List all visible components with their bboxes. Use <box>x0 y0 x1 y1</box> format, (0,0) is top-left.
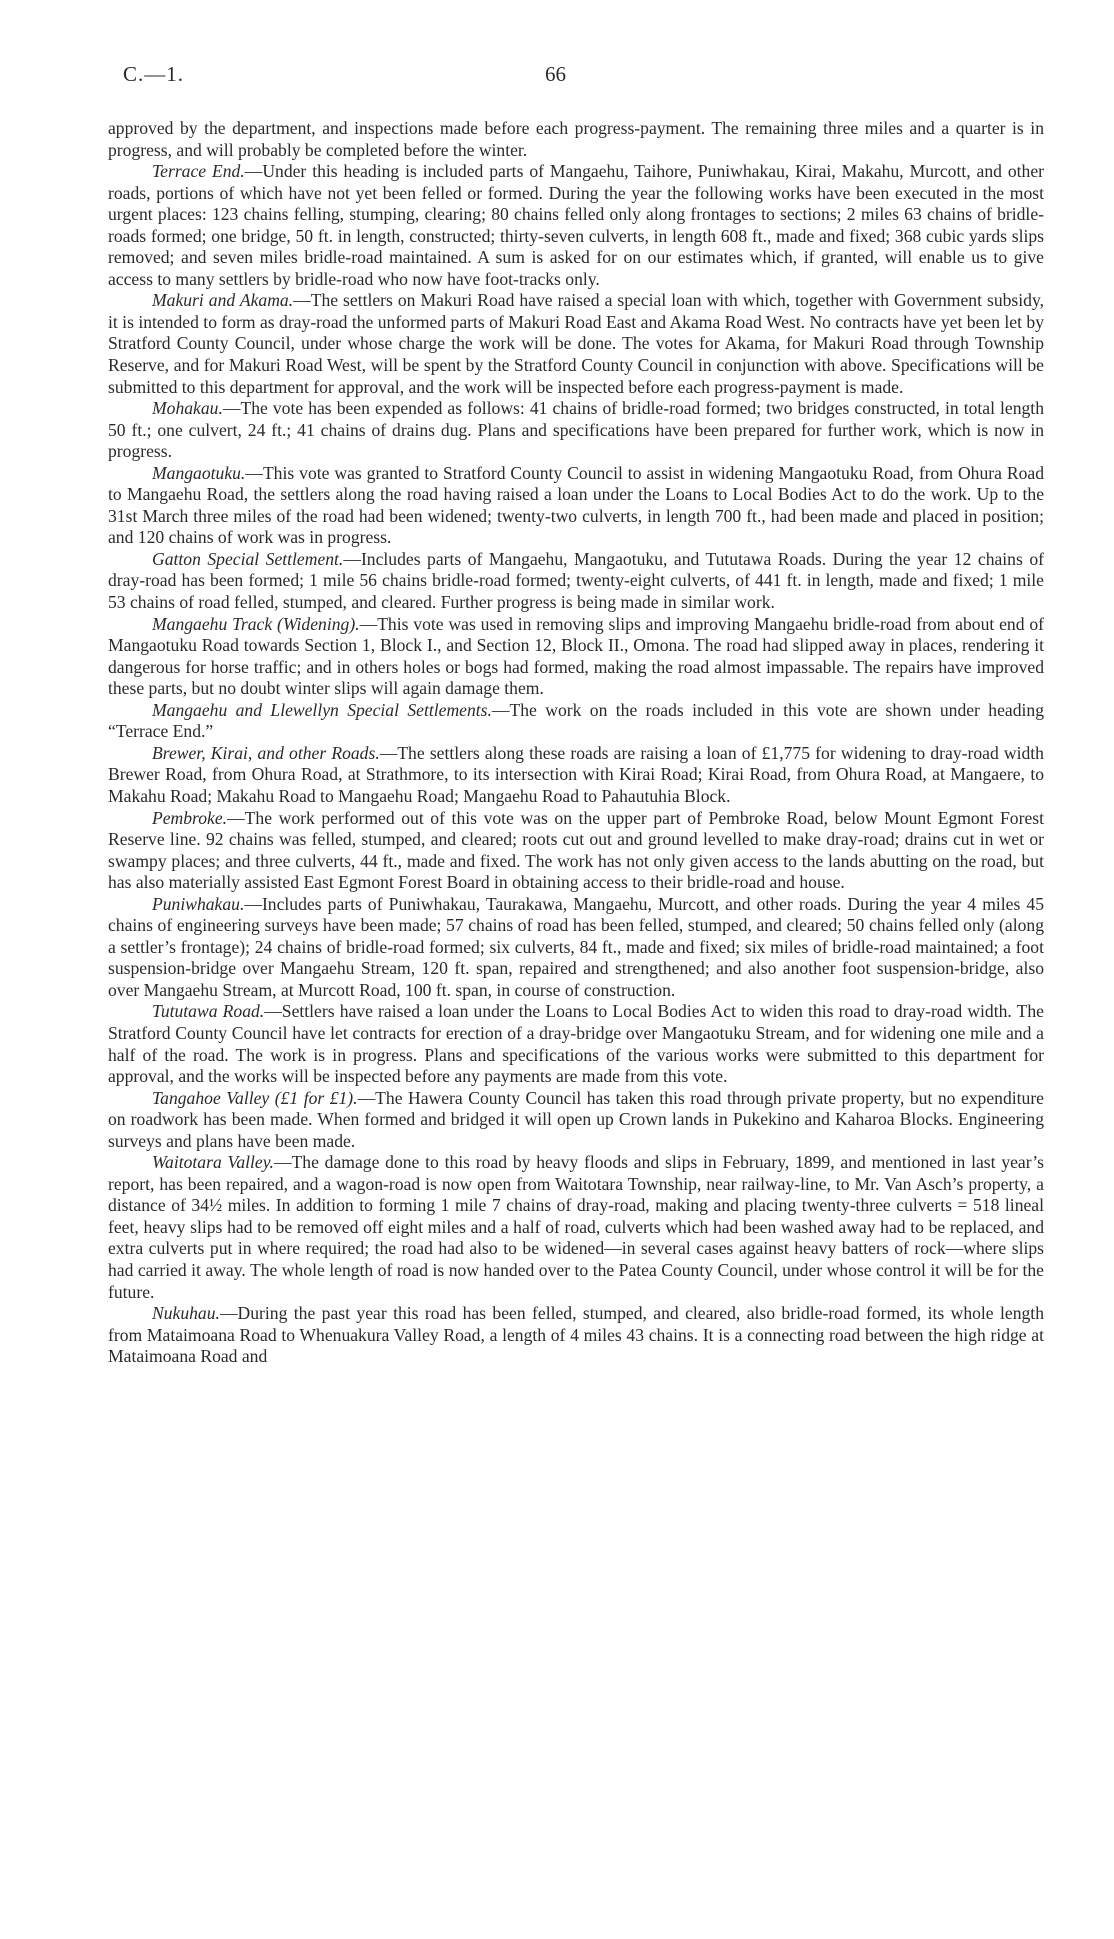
paragraph-heading: Nukuhau. <box>152 1303 220 1324</box>
paragraph-heading: Tangahoe Valley (£1 for £1). <box>152 1087 358 1108</box>
paragraph-heading: Tututawa Road. <box>152 1001 265 1022</box>
paragraph-text: —The Hawera County Council has taken this road through private property, but no expenditure on roadwork has been made. When formed and bridged it will open up Crown lands in Pukekino and Kaharoa Blocks. Engineering surveys and plans have been made. <box>108 1087 1044 1151</box>
paragraph-heading: Gatton Special Settlement. <box>152 548 344 569</box>
paragraph <box>108 614 1044 700</box>
paragraph-text: —The damage done to this road by heavy floods and slips in February, 1899, and mentioned in last year’s report, has been repaired, and a wagon-road is now open from Waitotara Township, near railway-line, to Mr. Van Asch’s property, a distance of 34½ miles. In addition to forming 1 mile 7 chains of dray-road, making and placing twenty-three culverts = 518 lineal feet, heavy slips had to be removed off eight miles and a half of road, culverts which had been washed away had to be replaced, and extra culverts put in where required; the road had also to be widened—in several cases against heavy batters of rock—where slips had carried it away. The whole length of road is now handed over to the Patea County Council, under whose control it will be for the future. <box>108 1152 1044 1302</box>
paragraph <box>108 743 1044 808</box>
paragraph <box>108 1303 1044 1368</box>
paragraph <box>108 894 1044 1002</box>
paragraph-text: approved by the department, and inspections made before each progress-payment. The remaining three miles and a quarter is in progress, and will probably be completed before the winter. <box>108 118 1044 160</box>
paragraph <box>108 118 1044 161</box>
paragraph-text: —This vote was granted to Stratford County Council to assist in widening Mangaotuku Road, from Ohura Road to Mangaehu Road, the settlers along the road having raised a loan under the Loans to Local Bodies Act to do the work. Up to the 31st March three miles of the road had been widened; twenty-two culverts, in length 700 ft., had been made and placed in position; and 120 chains of work was in progress. <box>108 462 1044 548</box>
paragraph-heading: Waitotara Valley. <box>152 1152 274 1173</box>
paragraph-heading: Mangaotuku. <box>152 462 246 483</box>
paragraph-text: —Settlers have raised a loan under the Loans to Local Bodies Act to widen this road to dray-road width. The Stratford County Council have let contracts for erection of a dray-bridge over Mangaotuku Stream, and for widening one mile and a half of the road. The work is in progress. Plans and specifications of the various works were submitted to this department for approval, and the works will be inspected before any payments are made from this vote. <box>108 1001 1044 1087</box>
paragraph-text: —This vote was used in removing slips and improving Mangaehu bridle-road from about end of Mangaotuku Road towards Section 1, Block I., and Section 12, Block II., Omona. The road had slipped away in places, rendering it dangerous for horse traffic; and in others holes or bogs had formed, making the road almost impassable. The repairs have improved these parts, but no doubt winter slips will again damage them. <box>108 613 1045 699</box>
page-number: 66 <box>545 62 566 86</box>
paragraph-heading: Pembroke. <box>152 807 228 828</box>
paragraph <box>108 549 1044 614</box>
paragraph-text: —The settlers on Makuri Road have raised a special loan with which, together with Government subsidy, it is intended to form as dray-road the unformed parts of Makuri Road East and Akama Road West. No contracts have yet been let by Stratford County Council, under whose charge the work will be done. The votes for Akama, for Makuri Road through Township Reserve, and for Makuri Road West, will be spent by the Stratford County Council in conjunction with above. Specifications will be submitted to this department for approval, and the work will be inspected before each progress-payment is made. <box>108 290 1045 397</box>
paragraph <box>108 1088 1044 1153</box>
paragraph-text: —Includes parts of Puniwhakau, Taurakawa, Mangaehu, Murcott, and other roads. During the year 4 miles 45 chains of engineering surveys have been made; 57 chains of road has been felled, stumped, and cleared; 50 chains felled only (along a settler’s frontage); 24 chains of bridle-road formed; six culverts, 84 ft., made and fixed; six miles of bridle-road maintained; a foot suspension-bridge over Mangaehu Stream, 120 ft. span, repaired and strengthened; and also another foot suspension-bridge, also over Mangaehu Stream, at Murcott Road, 100 ft. span, in course of construction. <box>108 893 1044 1000</box>
paragraph <box>108 290 1044 398</box>
paragraph-text: —Includes parts of Mangaehu, Mangaotuku, and Tututawa Roads. During the year 12 chains of dray-road has been formed; 1 mile 56 chains bridle-road formed; twenty-eight culverts, of 441 ft. in length, made and fixed; 1 mile 53 chains of road felled, stumped, and cleared. Further progress is being made in similar work. <box>108 548 1044 613</box>
paragraph-text: —During the past year this road has been felled, stumped, and cleared, also bridle-road formed, its whole length from Mataimoana Road to Whenuakura Valley Road, a length of 4 miles 43 chains. It is a connecting road between the high ridge at Mataimoana Road and <box>108 1303 1044 1367</box>
paragraph <box>108 463 1044 549</box>
paragraph <box>108 161 1044 290</box>
paragraph <box>108 398 1044 463</box>
page-header <box>0 62 1114 92</box>
paragraph-text: —The work on the roads included in this vote are shown under heading “Terrace End.” <box>108 699 1044 742</box>
paragraph <box>108 808 1044 894</box>
paragraph-heading: Mangaehu Track (Widening). <box>152 613 360 634</box>
paragraph-text: —The settlers along these roads are raising a loan of £1,775 for widening to dray-road width Brewer Road, from Ohura Road, at Strathmore, to its intersection with Kirai Road; Kirai Road, from Ohura Road, at Mangaere, to Makahu Road; Makahu Road to Mangaehu Road; Mangaehu Road to Pahautuhia Block. <box>108 742 1044 806</box>
paragraph-heading: Mangaehu and Llewellyn Special Settlements. <box>152 699 492 720</box>
paragraph <box>108 700 1044 743</box>
paragraph-heading: Makuri and Akama. <box>152 290 294 311</box>
paragraph-text: —The vote has been expended as follows: 41 chains of bridle-road formed; two bridges constructed, in total length 50 ft.; one culvert, 24 ft.; 41 chains of drains dug. Plans and specifications have been prepared for further work, which is now in progress. <box>108 398 1044 462</box>
report-body <box>108 118 1044 1368</box>
paragraph-heading: Mohakau. <box>152 398 223 419</box>
paragraph <box>108 1001 1044 1087</box>
paragraph-text: —The work performed out of this vote was on the upper part of Pembroke Road, below Mount Egmont Forest Reserve line. 92 chains was felled, stumped, and cleared; roots cut out and ground levelled to make dray-road; drains cut in wet or swampy places; and three culverts, 44 ft., made and fixed. The work has not only given access to the lands abutting on the road, but has also materially assisted East Egmont Forest Board in obtaining access to their bridle-road and house. <box>108 807 1044 893</box>
paragraph-heading: Puniwhakau. <box>152 893 245 914</box>
paragraph-heading: Brewer, Kirai, and other Roads. <box>152 742 380 763</box>
paragraph-heading: Terrace End. <box>152 161 245 182</box>
paragraph <box>108 1152 1044 1303</box>
section-reference: C.—1. <box>123 62 185 86</box>
paragraph-text: —Under this heading is included parts of Mangaehu, Taihore, Puniwhakau, Kirai, Makahu, Murcott, and other roads, portions of which have not yet been felled or formed. During the year the following works have been executed in the most urgent places: 123 chains felling, stumping, clearing; 80 chains felled only along frontages to sections; 2 miles 63 chains of bridle-roads formed; one bridge, 50 ft. in length, constructed; thirty-seven culverts, in length 608 ft., made and fixed; 368 cubic yards slips removed; and seven miles bridle-road maintained. A sum is asked for on our estimates which, if granted, will enable us to give access to many settlers by bridle-road who now have foot-tracks only. <box>108 161 1044 289</box>
